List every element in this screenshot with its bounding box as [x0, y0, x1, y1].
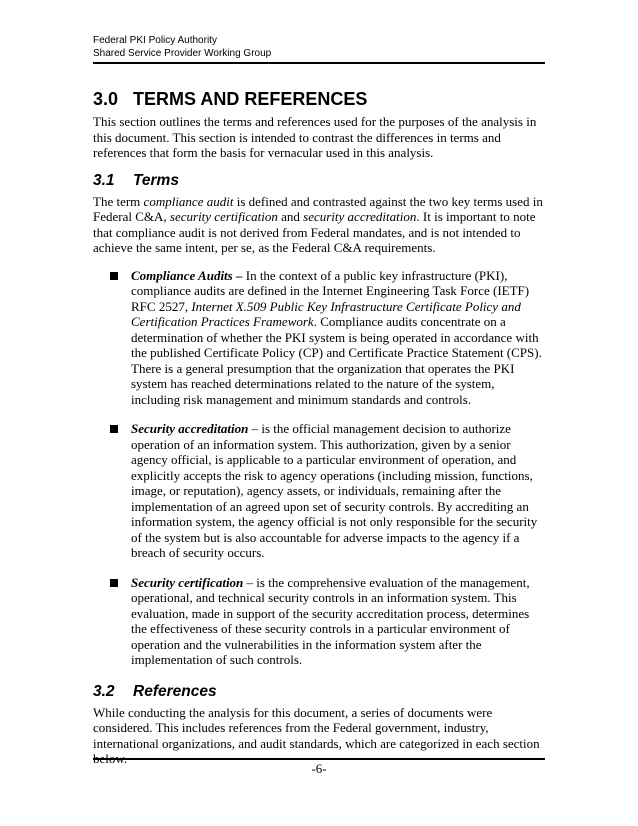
terms-intro-text: is defined and contrasted against the two key terms used in Federal C&A,: [93, 193, 543, 224]
term-definition: . Compliance audits concentrate on a determination of whether the PKI system is being operated in accordance with the published Certificate Policy (CP) and Certificate Practice Statement (CPS). There is a general presumption that the organization that operates the PKI system has reached determinations related to the nature of the system, including risk management and minimum standards and controls.: [131, 314, 542, 407]
footer-rule: [93, 758, 545, 760]
list-item: [93, 268, 545, 408]
subsection-title: References: [133, 682, 217, 700]
term-definition: – is the official management decision to authorize operation of an information system. This authorization, given by a senior agency official, is applicable to a particular environment of operation, and explicitly accepts the risk to agency operations (including mission, functions, image, or reputation), agency assets, or individuals, remaining after the implementation of an agreed upon set of security controls. By accrediting an information system, the agency official is not only responsible for the security of the system but is also accountable for adverse impacts to the agency if a breach of security occurs.: [131, 421, 538, 560]
section-heading-3: [93, 88, 545, 110]
term-security-accreditation: security accreditation: [303, 209, 417, 224]
header-organization: Federal PKI Policy Authority: [93, 35, 217, 46]
term-label: Security accreditation: [131, 421, 249, 436]
page-content: [93, 88, 545, 767]
term-definition: – is the comprehensive evaluation of the management, operational, and technical security controls in an information system. This evaluation, made in support of the security accreditation process, determines the effectiveness of these security controls in a particular environment of operation and the vulnerabilities in the information system after the implementation of such controls.: [131, 574, 530, 667]
page-number: -6-: [311, 761, 327, 776]
bullet-square-icon: [110, 272, 118, 280]
terms-intro-text: The term: [93, 193, 144, 209]
term-compliance-audit: compliance audit: [143, 193, 234, 209]
references-text: While conducting the analysis for this document, a series of documents were considered. This includes references from the Federal government, industry, international organizations, and audit standards, which are categorized in each section below.: [93, 704, 540, 766]
subsection-number: 3.1: [93, 171, 115, 189]
list-item: [93, 575, 545, 668]
terms-list: [93, 268, 545, 668]
rfc-title: Internet X.509 Public Key Infrastructure Certificate Policy and Certification Practices Framework: [131, 298, 521, 329]
terms-intro: [93, 194, 545, 256]
list-item: [93, 421, 545, 561]
term-security-certification: security certification: [169, 209, 278, 224]
subsection-heading-references: [93, 682, 545, 701]
terms-intro-text: . It is important to note that compliance audit is not derived from Federal mandates, and is not intended to achieve the same intent, per se, as the Federal C&A requirements.: [93, 209, 536, 255]
subsection-title: Terms: [133, 171, 179, 189]
bullet-square-icon: [110, 579, 118, 587]
subsection-number: 3.2: [93, 682, 115, 700]
section-intro: This section outlines the terms and references used for the purposes of the analysis in this document. This section is intended to contrast the differences in terms and references that form the basis for vernacular used in this analysis.: [93, 114, 537, 160]
section-number: 3.0: [93, 89, 119, 109]
term-label: Compliance Audits –: [131, 267, 246, 283]
bullet-square-icon: [110, 425, 118, 433]
subsection-heading-terms: [93, 171, 545, 190]
term-label: Security certification: [131, 574, 244, 590]
header-rule: [93, 62, 545, 64]
header-working-group: Shared Service Provider Working Group: [93, 47, 272, 59]
term-definition: In the context of a public key infrastructure (PKI), compliance audits are defined in the Internet Engineering Task Force (IETF) RFC 2527,: [131, 267, 530, 314]
terms-intro-text: and: [277, 209, 304, 224]
section-title: TERMS AND REFERENCES: [133, 89, 368, 109]
page-header: [93, 35, 545, 60]
